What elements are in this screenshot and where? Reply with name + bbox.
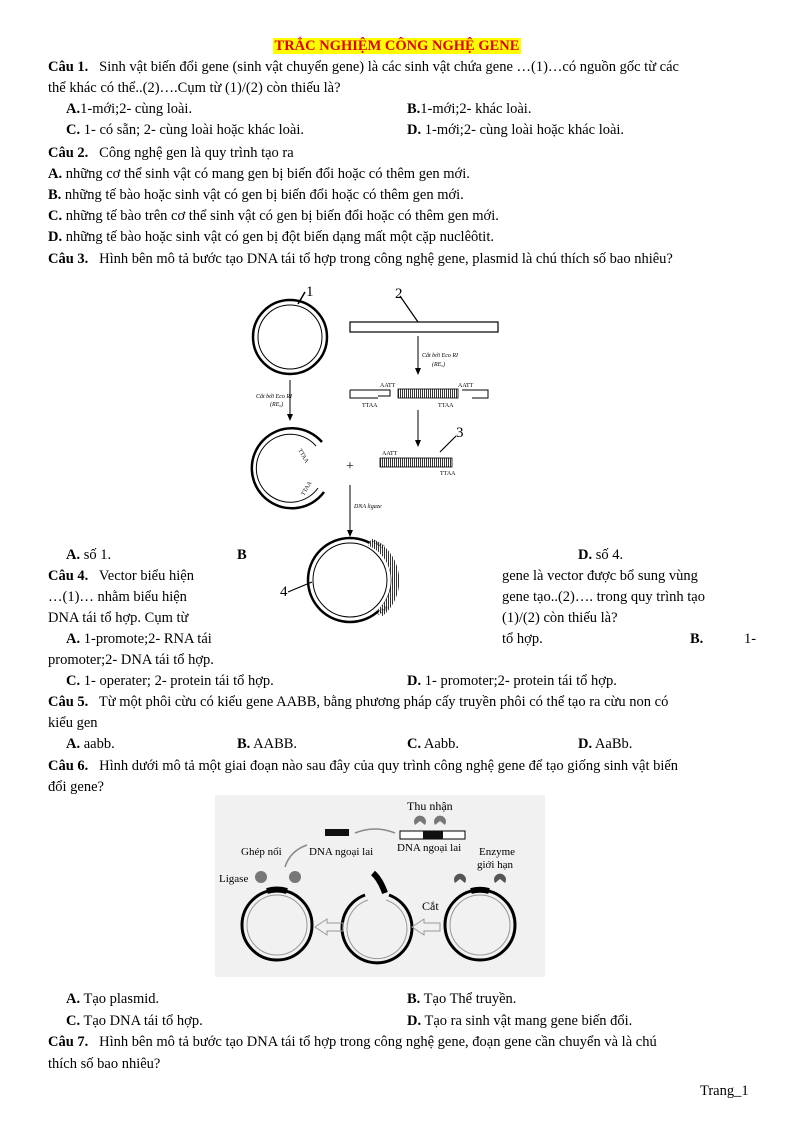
svg-text:(REₐ): (REₐ): [432, 362, 446, 368]
label-3: 3: [456, 425, 464, 441]
svg-text:Ghép nối: Ghép nối: [241, 846, 282, 858]
svg-text:DNA ngoại lai: DNA ngoại lai: [309, 846, 374, 858]
q1-line1: Câu 1. Sinh vật biến đổi gene (sinh vật chuyển gene) là các sinh vật chứa gene …(1)…có nguồn gốc từ các: [48, 59, 679, 75]
q6-option-b[interactable]: B. Tạo Thể truyền.: [407, 991, 517, 1007]
q4-option-b-cont: promoter;2- DNA tái tổ hợp.: [48, 652, 214, 668]
q4-option-c[interactable]: C. 1- operater; 2- protein tái tổ hợp.: [66, 673, 274, 689]
q5-option-d[interactable]: D. AaBb.: [578, 736, 633, 752]
q2-option-b[interactable]: B. những tế bào hoặc sinh vật có gen bị biến đổi hoặc có thêm gen mới.: [48, 187, 464, 203]
q1-option-a[interactable]: A.1-mới;2- cùng loài.: [66, 101, 193, 117]
page-number: Trang_1: [700, 1083, 749, 1099]
svg-text:TTAA: TTAA: [438, 403, 454, 409]
q6-line2: đổi gene?: [48, 779, 104, 795]
q3-option-d[interactable]: D. số 4.: [578, 547, 624, 563]
q3-option-a[interactable]: A. số 1.: [66, 547, 112, 563]
q6-option-d[interactable]: D. Tạo ra sinh vật mang gene biến đổi.: [407, 1013, 633, 1029]
q3-stem: Câu 3. Hình bên mô tả bước tạo DNA tái tổ hợp trong công nghệ gene, plasmid là chú thích số bao nhiêu?: [48, 251, 673, 267]
svg-text:AATT: AATT: [371, 539, 385, 551]
svg-text:giới hạn: giới hạn: [477, 859, 514, 871]
q1-option-d[interactable]: D. 1-mới;2- cùng loài hoặc khác loài.: [407, 122, 625, 138]
q1-option-c[interactable]: C. 1- có sẵn; 2- cùng loài hoặc khác loài.: [66, 122, 304, 138]
q6-option-a[interactable]: A. Tạo plasmid.: [66, 991, 160, 1007]
svg-text:Thu nhận: Thu nhận: [407, 799, 453, 813]
recombinant-dna-figure: [230, 280, 510, 630]
q6-line1: Câu 6. Hình dưới mô tả một giai đoạn nào sau đây của quy trình công nghệ gene để tạo giống sinh vật biến: [48, 758, 679, 774]
svg-text:TTAA: TTAA: [362, 403, 378, 409]
svg-text:AATT: AATT: [458, 383, 474, 389]
q4-option-a[interactable]: A. 1-promote;2- RNA tái: [66, 631, 212, 647]
q1-option-b[interactable]: B.1-mới;2- khác loài.: [407, 101, 532, 117]
svg-text:(REₐ): (REₐ): [270, 402, 284, 408]
q5-line1: Câu 5. Từ một phôi cừu có kiểu gene AABB, bằng phương pháp cấy truyền phôi có thể tạo ra cừu non có: [48, 694, 669, 710]
svg-text:TTAA: TTAA: [440, 471, 456, 477]
svg-text:TTAA: TTAA: [300, 480, 314, 497]
label-4: 4: [280, 584, 288, 600]
plasmid-circle: [253, 300, 327, 374]
q1-line2: thể khác có thể..(2)….Cụm từ (1)/(2) còn thiếu là?: [48, 80, 341, 96]
q5-option-c[interactable]: C. Aabb.: [407, 736, 459, 752]
svg-text:Cắt bởi Eco RI: Cắt bởi Eco RI: [256, 394, 293, 400]
svg-text:Enzyme: Enzyme: [479, 846, 516, 858]
q1-label: Câu 1.: [48, 59, 89, 75]
q3-option-b[interactable]: B: [237, 547, 247, 563]
q6-option-c[interactable]: C. Tạo DNA tái tổ hợp.: [66, 1013, 203, 1029]
q5-line2: kiểu gen: [48, 715, 98, 731]
q2-option-d[interactable]: D. những tế bào hoặc sinh vật có gen bị đột biến dạng mất một cặp nuclêôtit.: [48, 229, 494, 245]
gene-fragment: [380, 458, 452, 467]
q7-line2: thích số bao nhiêu?: [48, 1056, 161, 1072]
q4-option-b[interactable]: B.: [690, 631, 704, 647]
svg-text:AATT: AATT: [382, 451, 398, 457]
svg-text:TTAA: TTAA: [296, 448, 310, 465]
plus-sign: +: [346, 459, 354, 474]
svg-text:DNA ligaze: DNA ligaze: [354, 504, 382, 510]
q5-option-b[interactable]: B. AABB.: [237, 736, 298, 752]
q4-line2-left: …(1)… nhằm biểu hiện: [48, 589, 187, 605]
q4-option-a-cont: tổ hợp.: [502, 631, 543, 647]
svg-text:Ligase: Ligase: [219, 873, 249, 885]
dna-segment: [350, 322, 498, 332]
q4-option-b-start: 1-: [744, 631, 757, 647]
gene-cloning-figure: [215, 795, 545, 977]
cut-plasmid: [252, 428, 324, 508]
q2-option-a[interactable]: A. những cơ thể sinh vật có mang gen bị biến đổi hoặc có thêm gen mới.: [48, 166, 470, 182]
q4-line2-right: gene tạo..(2)…. trong quy trình tạo: [502, 589, 705, 605]
q5-option-a[interactable]: A. aabb.: [66, 736, 115, 752]
svg-text:TTAA: TTAA: [376, 605, 390, 618]
label-2: 2: [395, 286, 403, 302]
page-title: TRẮC NGHIỆM CÔNG NGHỆ GENE: [274, 38, 520, 54]
q4-option-d[interactable]: D. 1- promoter;2- protein tái tổ hợp.: [407, 673, 617, 689]
svg-text:DNA ngoại lai: DNA ngoại lai: [397, 842, 462, 854]
q4-line3-right: (1)/(2) còn thiếu là?: [502, 610, 618, 626]
q4-line3-left: DNA tái tổ hợp. Cụm từ: [48, 610, 189, 626]
svg-text:AATT: AATT: [380, 383, 396, 389]
svg-text:Cắt bởi Eco RI: Cắt bởi Eco RI: [422, 353, 459, 359]
label-1: 1: [306, 284, 314, 300]
q7-line1: Câu 7. Hình bên mô tả bước tạo DNA tái tổ hợp trong công nghệ gene, đoạn gene cần chuyển và là chú: [48, 1034, 657, 1050]
svg-text:Cắt: Cắt: [422, 899, 439, 913]
q2-option-c[interactable]: C. những tế bào trên cơ thể sinh vật có gen bị biến đổi hoặc có thêm gen mới.: [48, 208, 499, 224]
q4-line1-right: gene là vector được bổ sung vùng: [502, 568, 698, 584]
q4-line1-left: Câu 4. Vector biểu hiện: [48, 568, 194, 584]
q2-stem: Câu 2. Công nghệ gen là quy trình tạo ra: [48, 145, 294, 161]
